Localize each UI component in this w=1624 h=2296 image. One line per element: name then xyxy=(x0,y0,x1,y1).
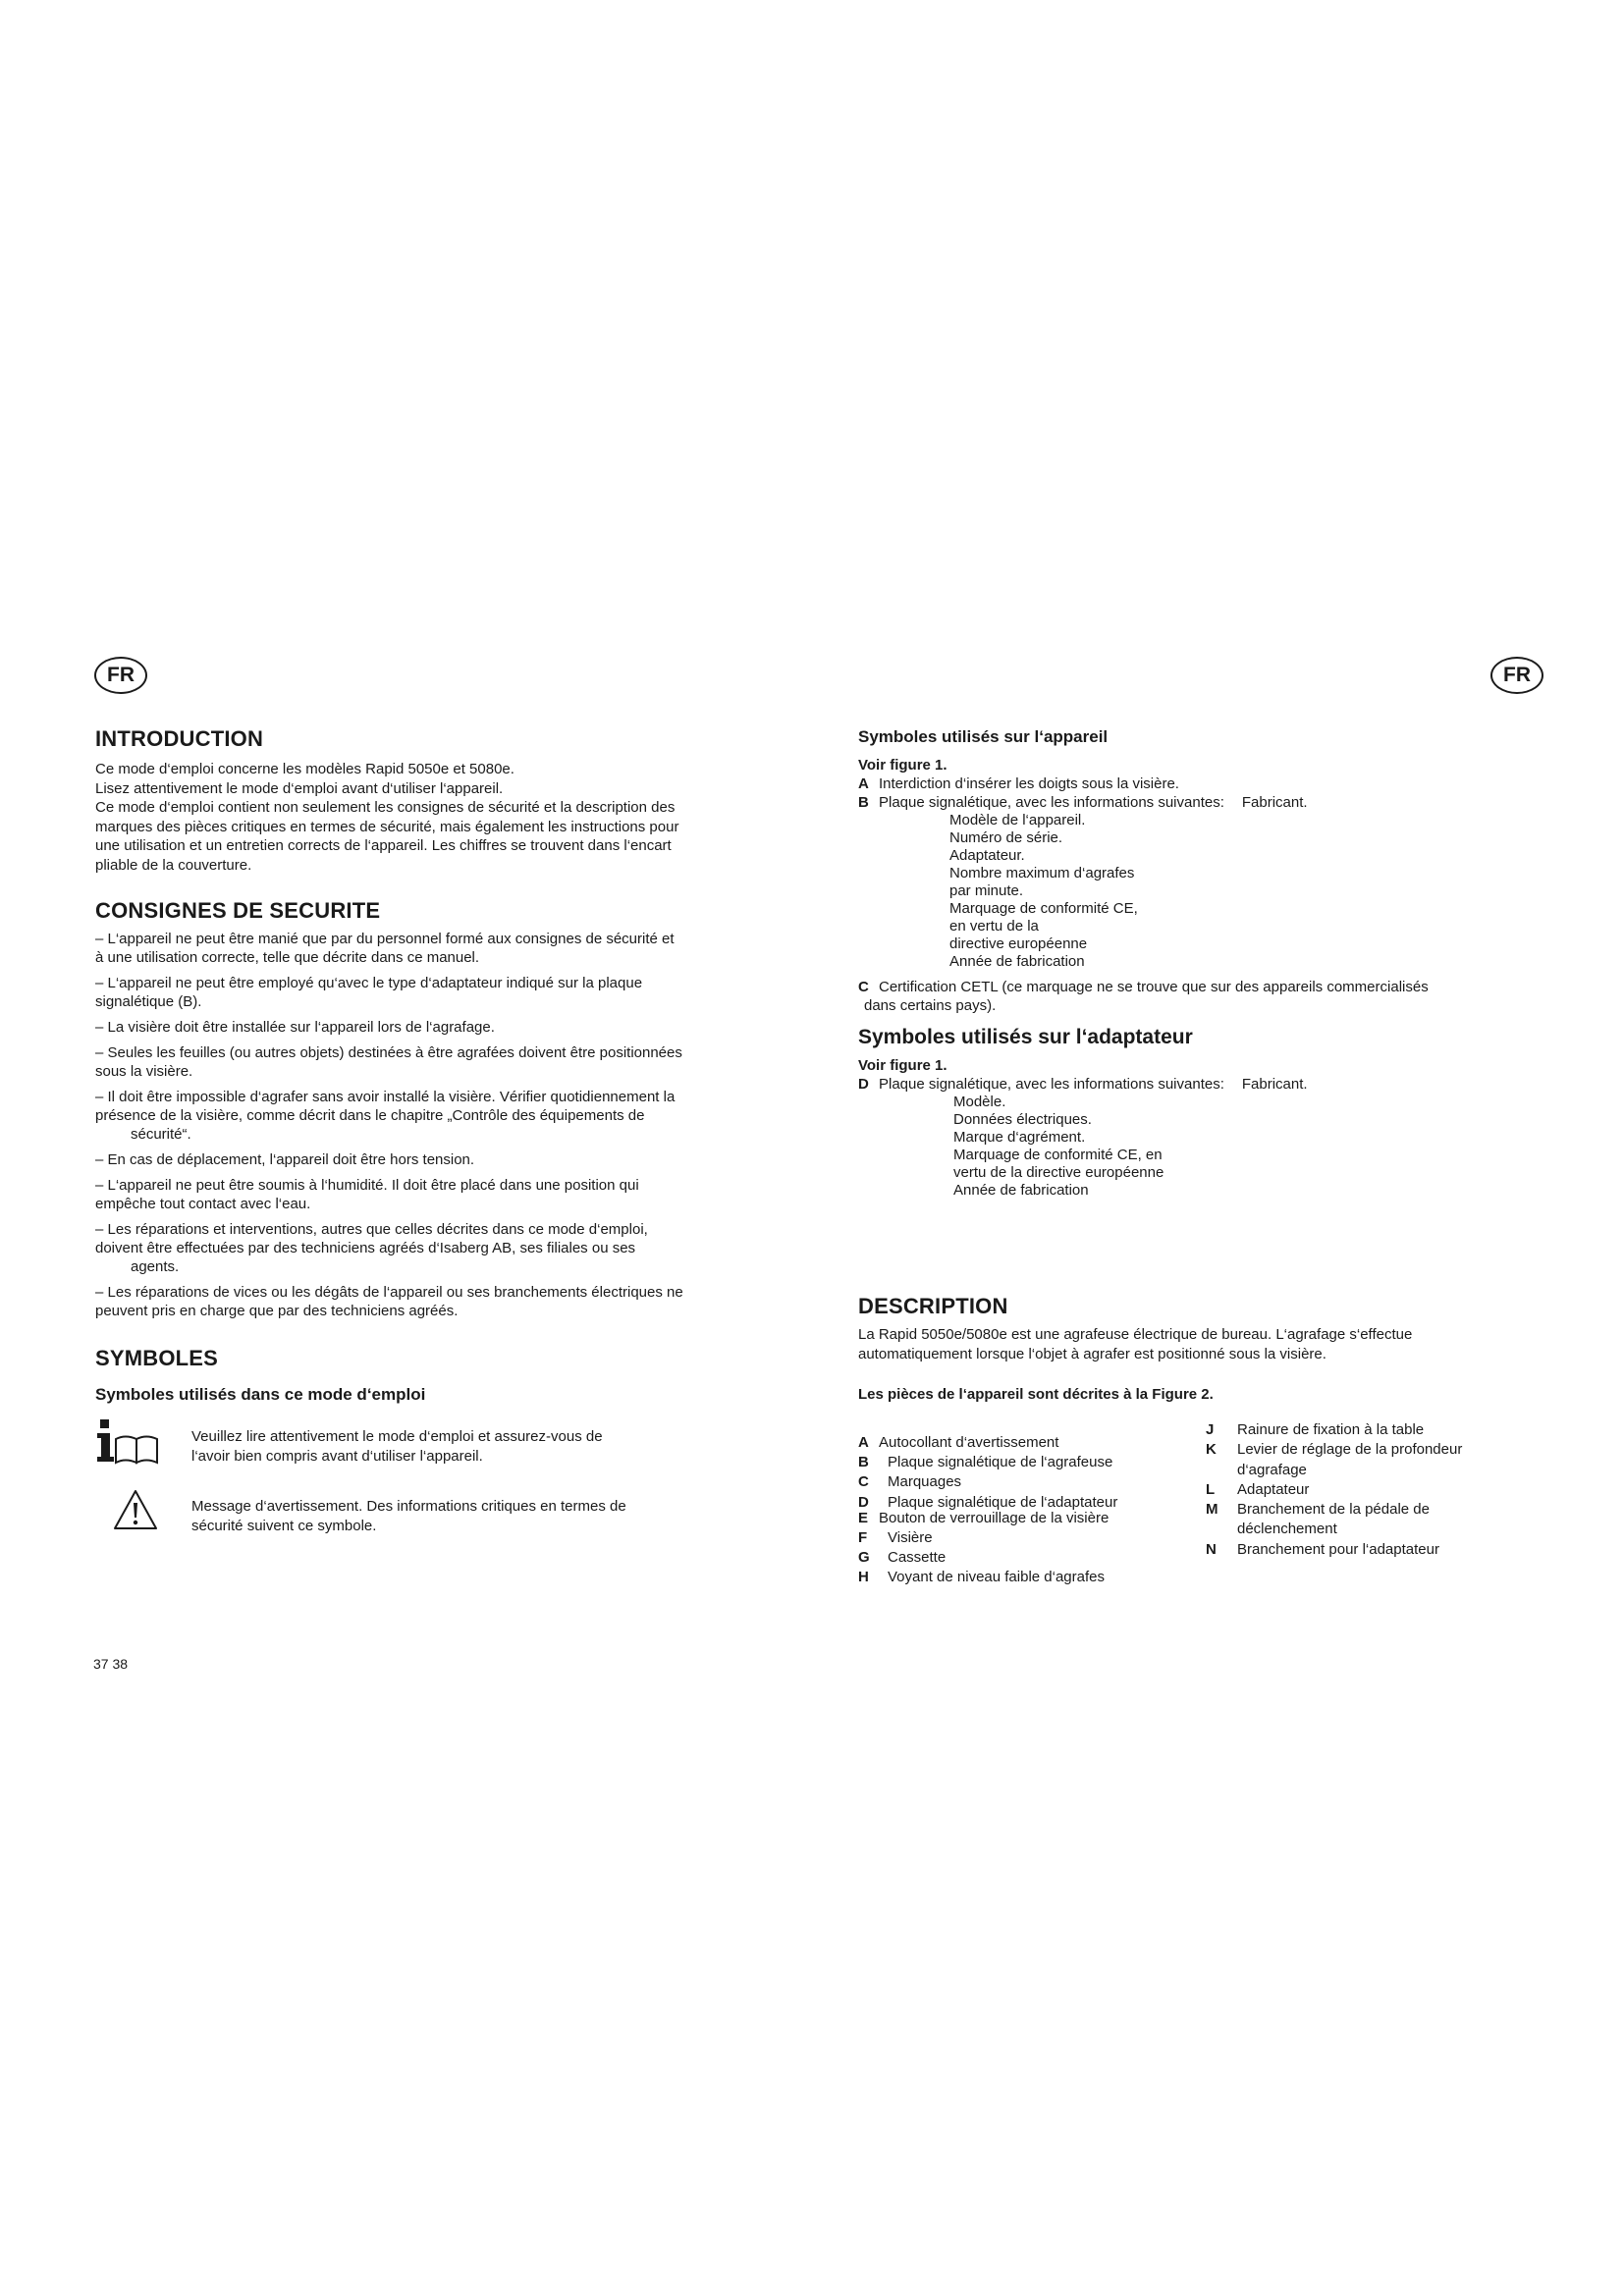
info-symbol-text: Veuillez lire attentivement le mode d‘emploi et assurez-vous de l‘avoir bien compris avant d‘utiliser l‘appareil. xyxy=(191,1428,603,1465)
parts-list-left xyxy=(858,1433,1192,1588)
safety-item: – L‘appareil ne peut être employé qu‘avec le type d‘adaptateur indiqué sur la plaque signalétique (B). xyxy=(95,975,643,1010)
intro-title: INTRODUCTION xyxy=(95,726,264,751)
part-item: L Adaptateur xyxy=(1206,1480,1310,1498)
part-item: G Cassette xyxy=(858,1549,947,1567)
part-item: A Autocollant d‘avertissement xyxy=(858,1434,1059,1451)
info-book-icon xyxy=(96,1419,159,1468)
part-item: B Plaque signalétique de l‘agrafeuse xyxy=(858,1454,1113,1471)
warning-icon xyxy=(112,1488,159,1531)
device-plate-info: Modèle de l‘appareil. Numéro de série. Adaptateur. Nombre maximum d‘agrafes par minute. Marquage de conformité CE, en vertu de la directive européenne Année de fabrication xyxy=(949,812,1138,970)
device-symbols-title: Symboles utilisés sur l‘appareil xyxy=(858,727,1109,746)
part-item: H Voyant de niveau faible d‘agrafes xyxy=(858,1569,1105,1586)
safety-title: CONSIGNES DE SECURITE xyxy=(95,898,381,923)
part-item: D Plaque signalétique de l‘adaptateur xyxy=(858,1493,1118,1511)
parts-list-right xyxy=(1206,1420,1530,1560)
part-item: F Visière xyxy=(858,1529,933,1547)
symbols-subtitle: Symboles utilisés dans ce mode d‘emploi xyxy=(95,1385,426,1404)
safety-item: – La visière doit être installée sur l‘appareil lors de l‘agrafage. xyxy=(95,1019,495,1036)
adapter-plate-info: Modèle. Données électriques. Marque d‘agrément. Marquage de conformité CE, en vertu de la directive européenne Année de fabrication xyxy=(953,1094,1164,1199)
safety-item: – Les réparations et interventions, autres que celles décrites dans ce mode d‘emploi, doivent être effectuées par des techniciens agréés d‘Isaberg AB, ses filiales ou ses agents. xyxy=(95,1221,648,1275)
safety-item: – Il doit être impossible d‘agrafer sans avoir installé la visière. Vérifier quotidiennement la présence de la visière, comme décrit dans le chapitre „Contrôle des équipements de sécurité“. xyxy=(95,1089,676,1143)
safety-item: – Les réparations de vices ou les dégâts de l‘appareil ou ses branchements électriques ne peuvent pris en charge que par des techniciens agréés. xyxy=(95,1284,683,1319)
adapter-symbols-block: Voir figure 1. D Plaque signalétique, avec les informations suivantes: Fabricant. xyxy=(858,1057,1308,1093)
safety-item: – Seules les feuilles (ou autres objets) destinées à être agrafées doivent être positionnées sous la visière. xyxy=(95,1044,682,1080)
language-badge-right: FR xyxy=(1490,657,1543,694)
safety-list xyxy=(91,930,779,1327)
part-item: K Levier de réglage de la profondeur xyxy=(1206,1441,1463,1459)
safety-item: – L‘appareil ne peut être manié que par du personnel formé aux consignes de sécurité et à une utilisation correcte, telle que décrite dans ce manuel. xyxy=(95,931,675,966)
adapter-symbols-title: Symboles utilisés sur l‘adaptateur xyxy=(858,1026,1193,1048)
parts-heading: Les pièces de l‘appareil sont décrites à la Figure 2. xyxy=(858,1386,1214,1403)
safety-item: – L‘appareil ne peut être soumis à l‘humidité. Il doit être placé dans une position qui empêche tout contact avec l‘eau. xyxy=(95,1177,639,1212)
safety-item: – En cas de déplacement, l‘appareil doit être hors tension. xyxy=(95,1151,475,1168)
part-item: J Rainure de fixation à la table xyxy=(1206,1421,1425,1438)
part-item: d‘agrafage xyxy=(1237,1461,1307,1478)
description-text: La Rapid 5050e/5080e est une agrafeuse électrique de bureau. L‘agrafage s‘effectue automatiquement lorsque l‘objet à agrafer est positionné sous la visière. xyxy=(858,1326,1413,1362)
intro-text: Ce mode d‘emploi concerne les modèles Rapid 5050e et 5080e. Lisez attentivement le mode d‘emploi avant d‘utiliser l‘appareil. Ce mode d‘emploi contient non seulement les consignes de sécurité et la description des marques des pièces critiques en termes de sécurité, mais également les instructions pour une utilisation et un entretien corrects de l‘appareil. Les chiffres se trouvent dans l‘encart pliable de la couverture. xyxy=(95,761,679,874)
part-item: déclenchement xyxy=(1237,1521,1337,1538)
part-item: M Branchement de la pédale de xyxy=(1206,1501,1430,1519)
part-item: E Bouton de verrouillage de la visière xyxy=(858,1509,1110,1526)
part-item: C Marquages xyxy=(858,1473,962,1491)
device-symbol-c: C Certification CETL (ce marquage ne se trouve que sur des appareils commercialisés dans certains pays). xyxy=(858,979,1429,1014)
device-symbols-block: Voir figure 1. A Interdiction d‘insérer les doigts sous la visière. B Plaque signalétique, avec les informations suivantes: Fabricant. xyxy=(858,757,1308,811)
page-numbers: 37 38 xyxy=(93,1656,129,1672)
symbols-title: SYMBOLES xyxy=(95,1346,219,1370)
warning-symbol-text: Message d‘avertissement. Des informations critiques en termes de sécurité suivent ce symbole. xyxy=(191,1498,626,1534)
part-item: N Branchement pour l‘adaptateur xyxy=(1206,1540,1439,1558)
description-title: DESCRIPTION xyxy=(858,1294,1008,1318)
language-badge-left: FR xyxy=(94,657,147,694)
